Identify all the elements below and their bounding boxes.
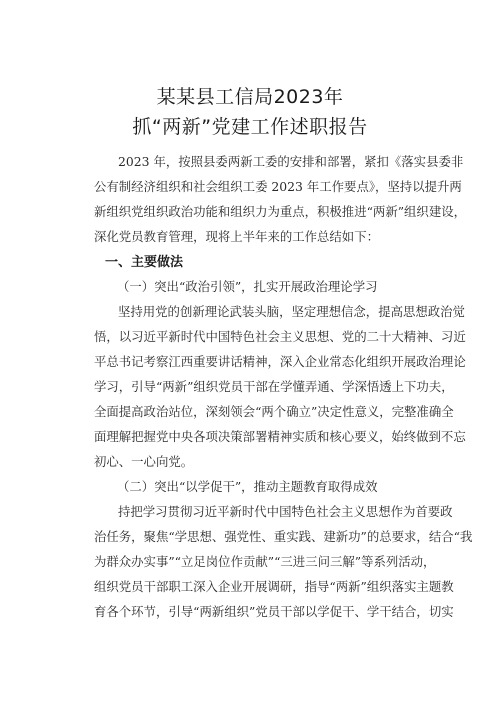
sub2-line-2: 治任务，聚焦“学思想、强党性、重实践、建新功”的总要求，结合“我	[94, 529, 473, 544]
section-heading-main-practices: 一、主要做法	[105, 255, 184, 270]
sub2-line-3: 为群众办实事”“立足岗位作贡献”“三进三问三解”等系列活动，	[94, 554, 436, 569]
sub1-line-7: 初心、一心向党。	[94, 454, 194, 469]
subsection-heading-2: （二）突出“以学促干”，推动主题教育取得成效	[117, 479, 378, 494]
sub2-line-5: 育各个环节，引导“两新组织”党员干部以学促干、学干结合，切实	[94, 604, 454, 619]
sub1-line-2: 悟，以习近平新时代中国特色社会主义思想、党的二十大精神、习近	[94, 329, 466, 344]
sub1-line-5: 全面提高政治站位，深刻领会“两个确立”决定性意义，完整准确全	[94, 404, 454, 419]
sub1-line-3: 平总书记考察江西重要讲话精神，深入企业常态化组织开展政治理论	[94, 354, 466, 369]
sub1-line-4: 学习，引导“两新”组织党员干部在学懂弄通、学深悟透上下功夫，	[94, 379, 454, 394]
intro-line-3: 新组织党组织政治功能和组织力为重点，积极推进“两新”组织建设，	[94, 204, 466, 219]
sub1-line-1: 坚持用党的创新理论武装头脑，坚定理想信念，提高思想政治觉	[118, 304, 465, 319]
intro-line-4: 深化党员教育管理，现将上半年来的工作总结如下：	[94, 229, 379, 244]
subsection-heading-1: （一）突出“政治引领”，扎实开展政治理论学习	[117, 279, 378, 294]
sub1-line-6: 面理解把握党中央各项决策部署精神实质和核心要义，始终做到不忘	[94, 429, 466, 444]
document-title-line-2: 抓“两新”党建工作述职报告	[132, 116, 368, 138]
sub2-line-4: 组织党员干部职工深入企业开展调研，指导“两新”组织落实主题教	[94, 579, 454, 594]
intro-line-1: 2023 年，按照县委两新工委的安排和部署，紧扣《落实县委非	[118, 154, 464, 169]
intro-line-2: 公有制经济组织和社会组织工委 2023 年工作要点》，坚持以提升两	[94, 179, 462, 194]
sub2-line-1: 持把学习贯彻习近平新时代中国特色社会主义思想作为首要政	[118, 504, 453, 519]
document-title-line-1: 某某县工信局2023年	[156, 86, 344, 108]
